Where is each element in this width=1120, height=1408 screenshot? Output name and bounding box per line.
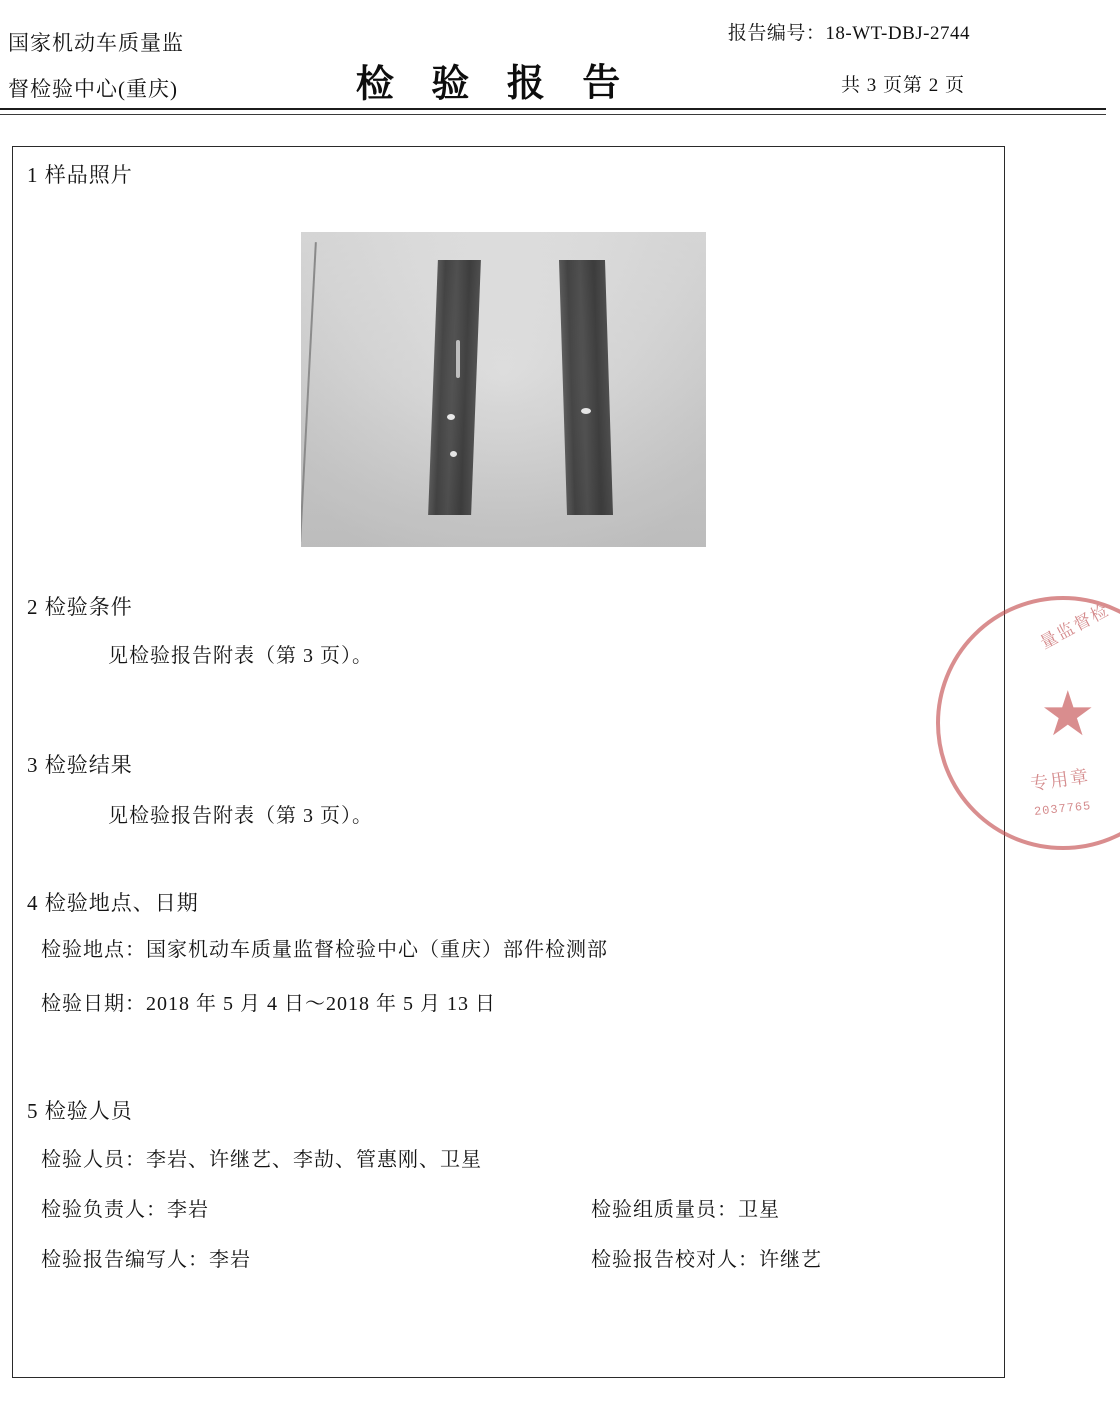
inspection-leader: 检验负责人：李岩	[41, 1199, 209, 1221]
seal-number: 2037765	[1033, 799, 1092, 819]
section-4-heading: 4 检验地点、日期	[27, 891, 199, 915]
page-title: 检 验 报 告	[355, 62, 635, 106]
report-proofreader: 检验报告校对人：许继艺	[591, 1249, 822, 1271]
photo-vignette	[301, 232, 706, 547]
report-writer: 检验报告编写人：李岩	[41, 1249, 251, 1271]
header-divider-thick	[0, 108, 1106, 110]
sample-photo	[301, 232, 706, 547]
organization-line-2: 督检验中心(重庆)	[8, 77, 178, 101]
header-divider-thin	[0, 114, 1106, 115]
section-1-heading: 1 样品照片	[27, 163, 133, 187]
official-seal-stamp	[1028, 588, 1120, 858]
inspection-location: 检验地点：国家机动车质量监督检验中心（重庆）部件检测部	[41, 939, 608, 961]
seal-text-top: 量监督检	[1036, 600, 1113, 653]
inspection-date: 检验日期：2018 年 5 月 4 日～2018 年 5 月 13 日	[41, 993, 496, 1015]
page-number: 共 3 页第 2 页	[840, 75, 965, 96]
report-body-frame	[12, 146, 1005, 1378]
section-3-heading: 3 检验结果	[27, 753, 133, 777]
inspection-staff: 检验人员：李岩、许继艺、李劼、管惠刚、卫星	[41, 1149, 482, 1171]
seal-text-bottom: 专用章	[1029, 765, 1092, 795]
issuing-organization	[8, 20, 308, 112]
organization-line-1: 国家机动车质量监	[8, 31, 184, 55]
section-2-body: 见检验报告附表（第 3 页）。	[108, 645, 373, 667]
section-5-heading: 5 检验人员	[27, 1099, 133, 1123]
section-3-body: 见检验报告附表（第 3 页）。	[108, 805, 373, 827]
report-number: 报告编号：18-WT-DBJ-2744	[727, 23, 970, 44]
report-header	[0, 0, 1120, 112]
section-2-heading: 2 检验条件	[27, 595, 133, 619]
quality-officer: 检验组质量员：卫星	[591, 1199, 780, 1221]
